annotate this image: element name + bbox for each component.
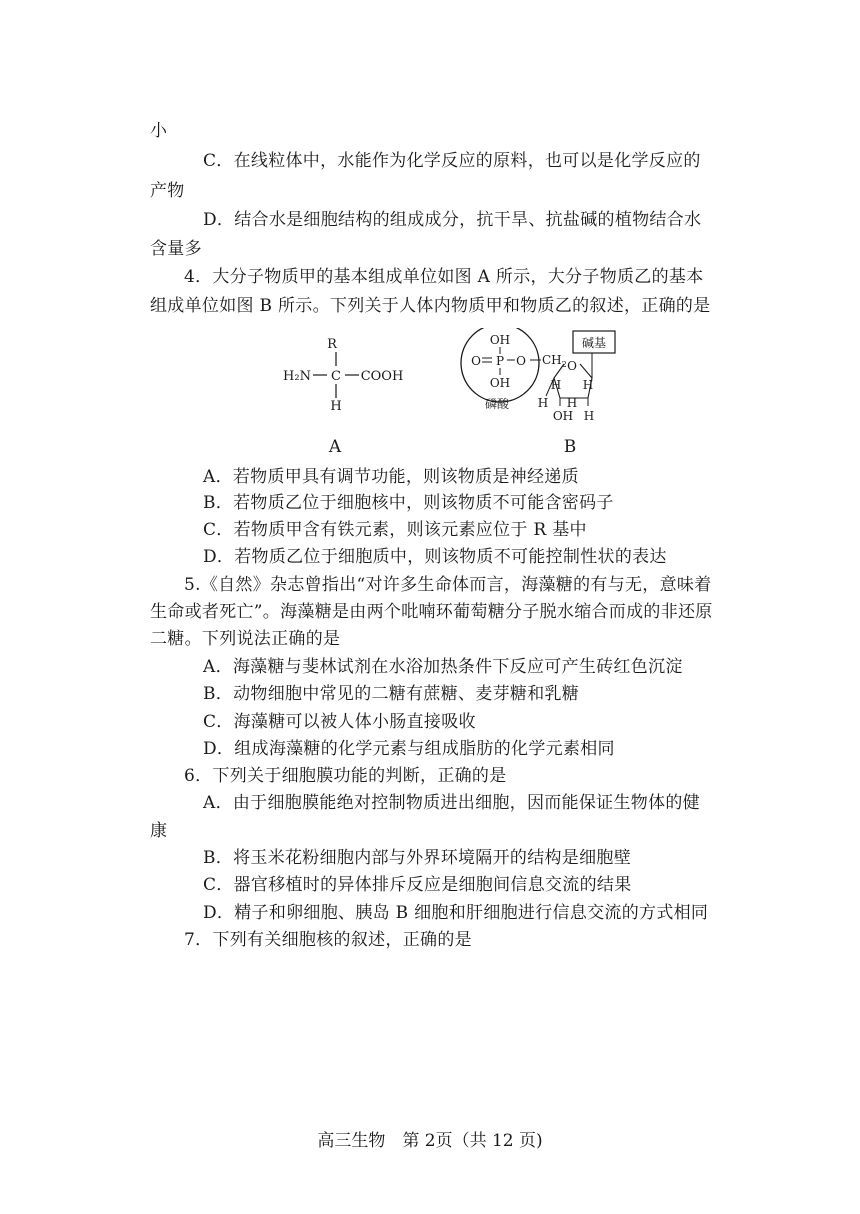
base-label: 碱基 bbox=[581, 336, 607, 350]
r-group-label: R bbox=[327, 337, 337, 352]
line-21: 康 bbox=[150, 821, 168, 841]
ring-oxygen-label: O bbox=[567, 359, 577, 373]
amino-group-label: H₂N bbox=[283, 369, 311, 384]
sugar-h-5: H bbox=[583, 409, 595, 423]
nucleotide-structure bbox=[461, 328, 615, 457]
line-01: 小 bbox=[150, 121, 168, 141]
line-20: A．由于细胞膜能绝对控制物质进出细胞，因而能保证生物体的健 bbox=[203, 793, 700, 813]
figure-b-caption: B bbox=[563, 437, 577, 457]
phosphate-o-right: O bbox=[516, 354, 526, 368]
line-18: D．组成海藻糖的化学元素与组成脂肪的化学元素相同 bbox=[203, 739, 615, 759]
hydrogen-label: H bbox=[330, 399, 342, 414]
phosphate-label: 磷酸 bbox=[484, 397, 510, 411]
line-16: B．动物细胞中常见的二糖有蔗糖、麦芽糖和乳糖 bbox=[203, 684, 580, 704]
phosphate-oh-top: OH bbox=[489, 333, 511, 347]
molecule-diagram bbox=[270, 328, 630, 463]
carboxyl-group-label: COOH bbox=[360, 369, 404, 384]
phosphate-o-left: O bbox=[471, 354, 481, 368]
sugar-h-2: H bbox=[582, 378, 594, 392]
line-08: A．若物质甲具有调节功能，则该物质是神经递质 bbox=[203, 467, 579, 487]
line-07: 组成单位如图 B 所示。下列关于人体内物质甲和物质乙的叙述，正确的是 bbox=[150, 296, 711, 316]
alpha-carbon-label: C bbox=[331, 369, 341, 384]
line-23: C．器官移植时的异体排斥反应是细胞间信息交流的结果 bbox=[203, 875, 632, 895]
sugar-h-4: H bbox=[566, 396, 578, 410]
line-24: D．精子和卵细胞、胰岛 B 细胞和肝细胞进行信息交流的方式相同 bbox=[203, 903, 709, 923]
sugar-h-1: H bbox=[550, 378, 562, 392]
line-13: 生命或者死亡”。海藻糖是由两个吡喃环葡萄糖分子脱水缩合而成的非还原 bbox=[150, 602, 713, 622]
page-footer: 高三生物 第 2页（共 12 页) bbox=[317, 1131, 543, 1151]
figure-a-caption: A bbox=[328, 437, 342, 457]
line-19: 6．下列关于细胞膜功能的判断，正确的是 bbox=[184, 766, 507, 786]
line-04: D．结合水是细胞结构的组成成分，抗干旱、抗盐碱的植物结合水 bbox=[203, 210, 702, 230]
line-05: 含量多 bbox=[150, 239, 202, 259]
ch2-label: $CH_2$ bbox=[542, 353, 567, 369]
phosphorus-label: P bbox=[495, 354, 505, 368]
line-11: D．若物质乙位于细胞质中，则该物质不可能控制性状的表达 bbox=[203, 547, 667, 567]
line-14: 二糖。下列说法正确的是 bbox=[150, 629, 341, 649]
line-15: A．海藻糖与斐林试剂在水浴加热条件下反应可产生砖红色沉淀 bbox=[203, 657, 683, 677]
molecule-figure bbox=[270, 328, 630, 463]
sugar-h-3: H bbox=[537, 396, 549, 410]
line-02: C．在线粒体中，水能作为化学反应的原料，也可以是化学反应的 bbox=[203, 151, 701, 171]
line-22: B．将玉米花粉细胞内部与外界环境隔开的结构是细胞壁 bbox=[203, 848, 631, 868]
line-06: 4．大分子物质甲的基本组成单位如图 A 所示，大分子物质乙的基本 bbox=[184, 267, 704, 287]
line-12: 5.《自然》杂志曾指出“对许多生命体而言，海藻糖的有与无，意味着 bbox=[184, 575, 712, 595]
line-10: C．若物质甲含有铁元素，则该元素应位于 R 基中 bbox=[203, 520, 587, 540]
amino-acid-structure bbox=[283, 337, 403, 457]
line-17: C．海藻糖可以被人体小肠直接吸收 bbox=[203, 712, 476, 732]
line-25: 7．下列有关细胞核的叙述，正确的是 bbox=[184, 930, 472, 950]
line-03: 产物 bbox=[150, 181, 185, 201]
sugar-oh-label: OH bbox=[552, 409, 574, 423]
phosphate-oh-bottom: OH bbox=[489, 376, 511, 390]
line-09: B．若物质乙位于细胞核中，则该物质不可能含密码子 bbox=[203, 493, 614, 513]
